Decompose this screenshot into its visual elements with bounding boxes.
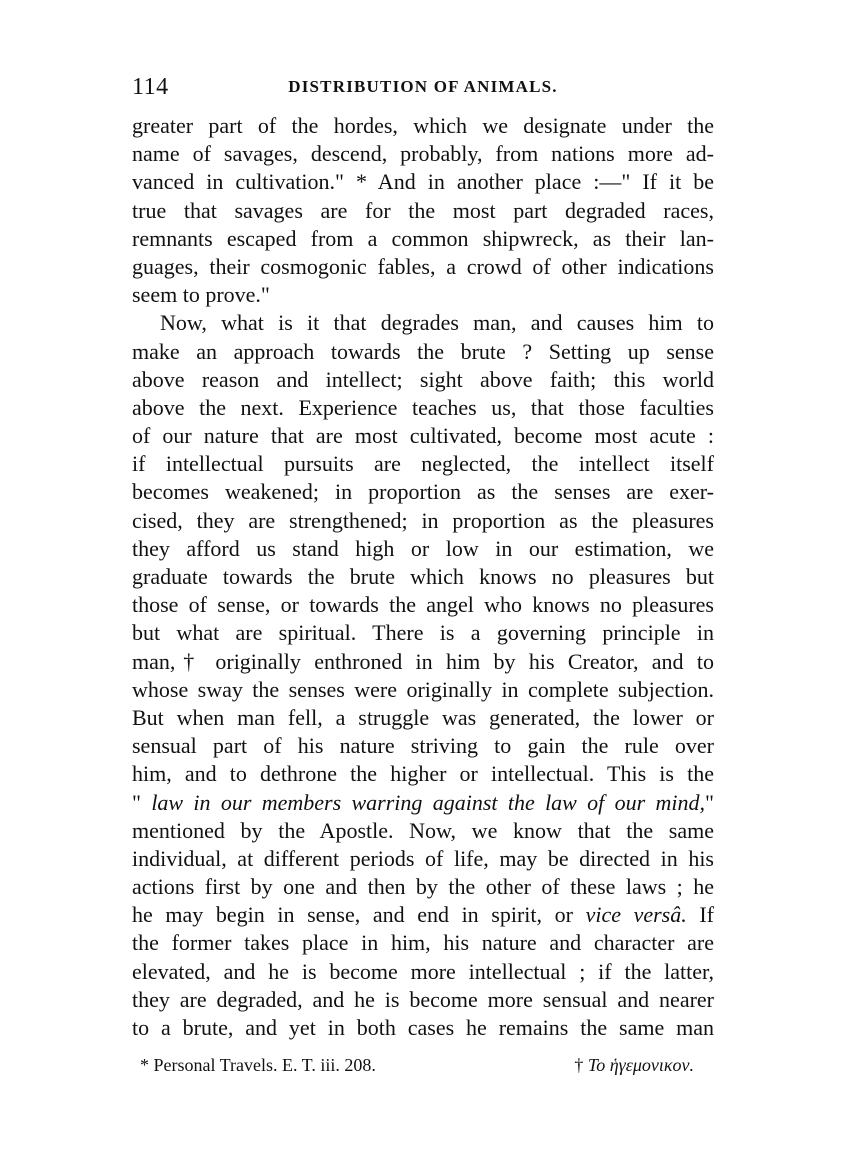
text-line: man,† originally enthroned in him by his Creator, and to bbox=[132, 648, 714, 674]
text-line: if intellectual pursuits are neglected, the intellect itself bbox=[132, 451, 714, 477]
text-prefix: he may begin in sense, and end in spirit, or bbox=[132, 902, 586, 928]
text-line: those of sense, or towards the angel who knows no pleasures bbox=[132, 592, 714, 618]
page-header bbox=[132, 70, 714, 104]
text-line: remnants escaped from a common shipwreck, as their lan- bbox=[132, 225, 714, 251]
text-line: of our nature that are most cultivated, become most acute : bbox=[132, 423, 714, 449]
text-line: greater part of the hordes, which we designate under the bbox=[132, 113, 714, 138]
text-line: above reason and intellect; sight above faith; this world bbox=[132, 366, 714, 392]
text-line: cised, they are strengthened; in proportion as the pleasures bbox=[132, 507, 714, 533]
italic-phrase: vice versâ. bbox=[585, 902, 687, 928]
text-line: graduate towards the brute which knows no pleasures but bbox=[132, 564, 714, 589]
quoted-scripture-line bbox=[132, 789, 714, 817]
text-line: they are degraded, and he is become more sensual and nearer bbox=[132, 986, 714, 1012]
text-line: above the next. Experience teaches us, that those faculties bbox=[132, 394, 714, 420]
text-line: seem to prove." bbox=[132, 282, 270, 308]
text-line: name of savages, descend, probably, from nations more ad- bbox=[132, 141, 714, 167]
text-line: but what are spiritual. There is a governing principle in bbox=[132, 620, 714, 646]
text-line: they afford us stand high or low in our estimation, we bbox=[132, 535, 714, 561]
page-number: 114 bbox=[132, 74, 169, 100]
text-line: to a brute, and yet in both cases he remains the same man bbox=[132, 1015, 714, 1040]
text-line: vanced in cultivation." * And in another place :—" If it be bbox=[132, 169, 714, 195]
text-line: mentioned by the Apostle. Now, we know that the same bbox=[132, 817, 714, 843]
text-line: make an approach towards the brute ? Setting up sense bbox=[132, 338, 714, 364]
text-line: elevated, and he is become more intellectual ; if the latter, bbox=[132, 958, 714, 984]
italic-phrase-line bbox=[132, 901, 714, 929]
text-line: guages, their cosmogonic fables, a crowd of other indications bbox=[132, 253, 714, 279]
dagger-mark: † bbox=[574, 1055, 584, 1075]
italic-quotation: law in our members warring against the law of our mind, bbox=[151, 789, 706, 815]
footnote-personal-travels: * Personal Travels. E. T. iii. 208. bbox=[140, 1055, 376, 1075]
text-line: whose sway the senses were originally in complete subjection. bbox=[132, 676, 714, 702]
text-suffix: " bbox=[705, 789, 714, 815]
text-line: becomes weakened; in proportion as the senses are exer- bbox=[132, 479, 714, 505]
text-line: Now, what is it that degrades man, and causes him to bbox=[160, 310, 714, 336]
text-line: actions first by one and then by the other of these laws ; he bbox=[132, 874, 714, 900]
body-text bbox=[132, 112, 714, 1042]
text-suffix: If bbox=[686, 902, 714, 928]
text-line: sensual part of his nature striving to gain the rule over bbox=[132, 733, 714, 759]
text-line: the former takes place in him, his nature and character are bbox=[132, 930, 714, 956]
running-head: DISTRIBUTION OF ANIMALS. bbox=[288, 77, 558, 96]
text-prefix: " bbox=[132, 789, 152, 815]
text-line: him, and to dethrone the higher or intellectual. This is the bbox=[132, 761, 714, 787]
text-line: But when man fell, a struggle was generated, the lower or bbox=[132, 704, 714, 730]
text-line: individual, at different periods of life, may be directed in his bbox=[132, 845, 714, 871]
footnote-greek bbox=[574, 1050, 694, 1080]
text-line: true that savages are for the most part degraded races, bbox=[132, 197, 714, 223]
footnote-greek-text: Το ἡγεμονικον. bbox=[583, 1055, 694, 1075]
footnotes bbox=[132, 1050, 714, 1080]
